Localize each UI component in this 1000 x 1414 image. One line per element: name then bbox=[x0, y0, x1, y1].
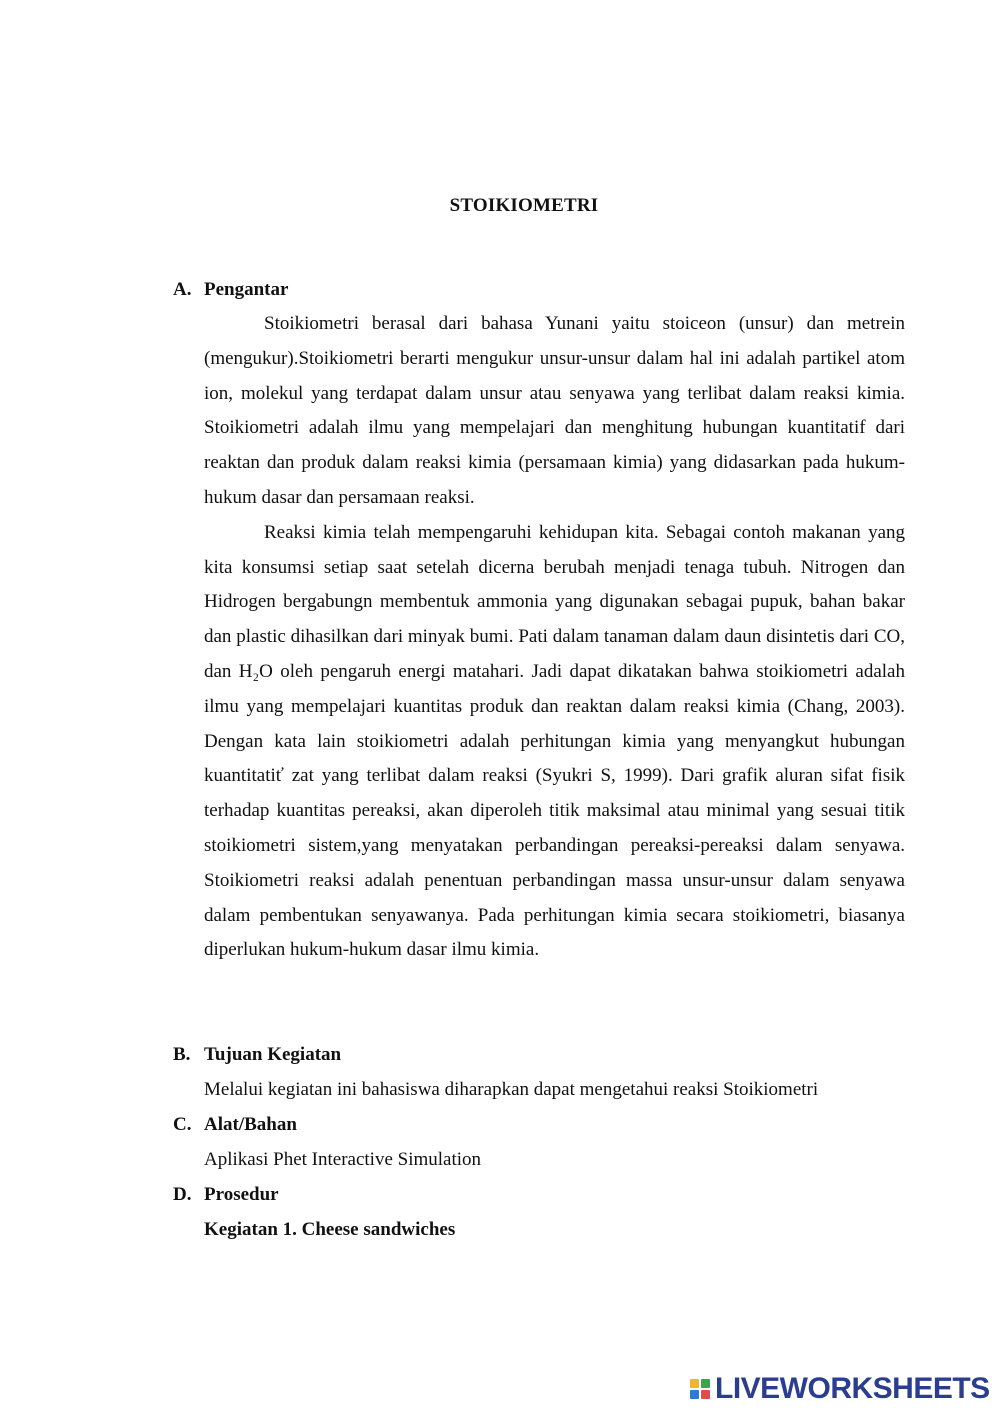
section-b bbox=[173, 1037, 905, 1107]
logo-square-icon bbox=[701, 1390, 710, 1399]
logo-square-icon bbox=[690, 1390, 699, 1399]
logo-square-icon bbox=[690, 1379, 699, 1388]
section-c-letter: C. bbox=[173, 1114, 192, 1135]
section-d-body bbox=[204, 1212, 905, 1247]
section-a-body bbox=[204, 307, 905, 968]
materials-text: Aplikasi Phet Interactive Simulation bbox=[204, 1149, 482, 1170]
liveworksheets-logo bbox=[690, 1374, 990, 1404]
section-a-title: Pengantar bbox=[204, 279, 289, 300]
section-a-letter: A. bbox=[173, 279, 192, 300]
section-b-heading bbox=[173, 1037, 905, 1072]
section-d-title: Prosedur bbox=[204, 1184, 279, 1205]
section-b-letter: B. bbox=[173, 1044, 191, 1065]
section-b-body bbox=[204, 1072, 905, 1107]
logo-mark-icon bbox=[690, 1379, 710, 1399]
page-title: STOIKIOMETRI bbox=[449, 195, 599, 216]
section-c-body bbox=[204, 1142, 905, 1177]
section-d-heading bbox=[173, 1177, 905, 1212]
objective-text: Melalui kegiatan ini bahasiswa diharapkan dapat mengetahui reaksi Stoikiometri bbox=[204, 1079, 819, 1100]
section-c-title: Alat/Bahan bbox=[204, 1114, 297, 1135]
logo-text: LIVEWORKSHEETS bbox=[715, 1372, 990, 1405]
intro-paragraph-1: Stoikiometri berasal dari bahasa Yunani yaitu stoiceon (unsur) dan metrein (mengukur).Stoikiometri berarti mengukur unsur-unsur dalam hal ini adalah partikel atom ion, molekul yang terdapat dalam unsur atau senyawa yang terlibat dalam reaksi kimia. Stoikiometri adalah ilmu yang mempelajari dan menghitung hubungan kuantitatif dari reaktan dan produk dalam reaksi kimia (persamaan kimia) yang didasarkan pada hukum-hukum dasar dan persamaan reaksi. bbox=[204, 313, 905, 508]
logo-square-icon bbox=[701, 1379, 710, 1388]
section-c bbox=[173, 1107, 905, 1177]
section-a-heading bbox=[173, 272, 905, 307]
section-b-title: Tujuan Kegiatan bbox=[204, 1044, 342, 1065]
intro-paragraph-2: Reaksi kimia telah mempengaruhi kehidupan kita. Sebagai contoh makanan yang kita konsumsi setiap saat setelah dicerna berubah menjadi tenaga tubuh. Nitrogen dan Hidrogen bergabungn membentuk ammonia yang digunakan sebagai pupuk, bahan bakar dan plastic dihasilkan dari minyak bumi. Pati dalam tanaman dalam daun disintetis dari CO, dan H₂O oleh pengaruh energi matahari. Jadi dapat dikatakan bahwa stoikiometri adalah ilmu yang mempelajari kuantitas produk dan reaktan dalam reaksi kimia (Chang, 2003). Dengan kata lain stoikiometri adalah perhitungan kimia yang menyangkut hubungan kuantitatiť zat yang terlibat dalam reaksi (Syukri S, 1999). Dari grafik aluran sifat fisik terhadap kuantitas pereaksi, akan diperoleh titik maksimal atau minimal yang sesuai titik stoikiometri sistem,yang menyatakan perbandingan pereaksi-pereaksi dalam senyawa. Stoikiometri reaksi adalah penentuan perbandingan massa unsur-unsur dalam senyawa dalam pembentukan senyawanya. Pada perhitungan kimia secara stoikiometri, biasanya diperlukan hukum-hukum dasar ilmu kimia. bbox=[204, 521, 905, 961]
section-d-letter: D. bbox=[173, 1184, 192, 1205]
section-c-heading bbox=[173, 1107, 905, 1142]
section-a bbox=[173, 272, 905, 968]
section-d bbox=[173, 1177, 905, 1247]
activity-subheading: Kegiatan 1. Cheese sandwiches bbox=[204, 1219, 456, 1240]
